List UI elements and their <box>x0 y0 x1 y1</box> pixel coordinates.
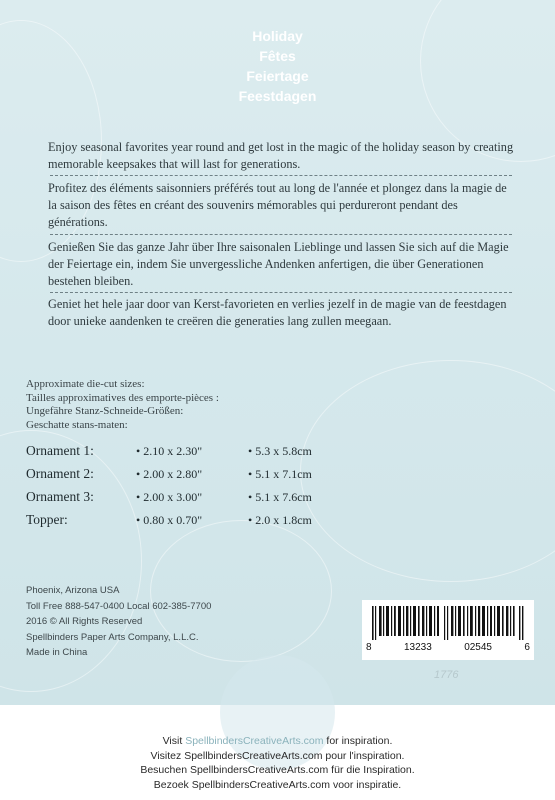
visit-prefix: Visit <box>162 735 186 747</box>
visit-line-nl <box>0 778 555 793</box>
sizes-heading-en: Approximate die-cut sizes: <box>26 378 145 390</box>
size-inches: • 2.00 x 3.00" <box>136 490 203 504</box>
size-cm: • 5.1 x 7.1cm <box>248 467 312 481</box>
sizes-heading-nl: Geschatte stans-maten: <box>26 418 128 431</box>
description-nl: Geniet het hele jaar door van Kerst-favorieten en verlies jezelf in de magie van de feestdagen door unieke aandenken te creëren die generaties lang zullen meegaan. <box>48 297 507 328</box>
visit-suffix: voor inspiratie. <box>330 778 402 791</box>
company-name: Spellbinders Paper Arts Company, L.L.C. <box>26 631 199 643</box>
size-cm: • 5.3 x 5.8cm <box>248 444 312 458</box>
size-cm: • 5.1 x 7.6cm <box>248 490 312 504</box>
barcode <box>362 600 534 660</box>
product-code: 1776 <box>434 669 459 681</box>
visit-prefix: Visitez <box>150 749 185 762</box>
size-cm: • 2.0 x 1.8cm <box>248 513 312 527</box>
country-of-origin: Made in China <box>26 647 88 658</box>
size-inches: • 2.10 x 2.30" <box>136 444 203 458</box>
sizes-heading <box>26 378 219 432</box>
copyright: 2016 © All Rights Reserved <box>26 616 143 627</box>
title-fr: Fêtes <box>259 48 296 64</box>
visit-block <box>0 734 555 792</box>
title-nl: Feestdagen <box>238 88 317 104</box>
visit-line-de <box>0 763 555 778</box>
description-fr: Profitez des éléments saisonniers préférés tout au long de l'année et plongez dans la magie de la saison des fêtes en créant des souvenirs mémorables qui perdureront pendant des générations. <box>48 181 507 229</box>
title-block <box>0 26 555 106</box>
visit-suffix: for inspiration. <box>323 735 393 747</box>
website-link[interactable]: SpellbindersCreativeArts.com <box>191 778 331 791</box>
size-inches: • 2.00 x 2.80" <box>136 467 203 481</box>
barcode-digits <box>366 642 530 653</box>
sizes-heading-de: Ungefähre Stanz-Schneide-Größen: <box>26 405 184 417</box>
description-en: Enjoy seasonal favorites year round and get lost in the magic of the holiday season by creating memorable keepsakes that will last for generations. <box>48 140 514 171</box>
decorative-swirl <box>300 360 555 582</box>
size-name: Ornament 3: <box>26 489 94 504</box>
description-de: Genießen Sie das ganze Jahr über Ihre saisonalen Lieblinge und lassen Sie sich auf die Magie der Feiertage ein, indem Sie unvergessliche Andenken anfertigen, die über Generationen bestehen bleiben. <box>48 240 509 288</box>
barcode-digit-group: 8 <box>366 642 372 653</box>
website-link[interactable]: SpellbindersCreativeArts.com <box>184 749 323 762</box>
company-info <box>26 583 211 661</box>
visit-suffix: für die Inspiration. <box>328 764 415 776</box>
size-name: Ornament 1: <box>26 443 94 458</box>
title-en: Holiday <box>252 28 303 44</box>
barcode-digit-group: 02545 <box>464 642 492 653</box>
sizes-heading-fr: Tailles approximatives des emporte-pièces : <box>26 391 219 404</box>
visit-line-fr <box>0 749 555 764</box>
size-name: Topper: <box>26 512 68 527</box>
dashed-divider <box>50 292 512 293</box>
website-link[interactable]: SpellbindersCreativeArts.com <box>185 735 324 747</box>
visit-prefix: Bezoek <box>153 778 192 791</box>
barcode-digit-group: 6 <box>524 642 530 653</box>
title-de: Feiertage <box>246 68 309 84</box>
barcode-digit-group: 13233 <box>403 642 432 653</box>
visit-suffix: pour l'inspiration. <box>322 749 405 762</box>
visit-prefix: Besuchen <box>140 764 190 776</box>
barcode-bars <box>372 606 524 640</box>
visit-line-en <box>0 734 555 749</box>
dashed-divider <box>50 175 512 176</box>
dashed-divider <box>50 234 512 235</box>
company-location: Phoenix, Arizona USA <box>26 585 120 596</box>
company-phone: Toll Free 888-547-0400 Local 602-385-7700 <box>26 600 212 612</box>
size-name: Ornament 2: <box>26 466 94 481</box>
size-inches: • 0.80 x 0.70" <box>136 513 203 527</box>
website-link[interactable]: SpellbindersCreativeArts.com <box>189 764 329 776</box>
